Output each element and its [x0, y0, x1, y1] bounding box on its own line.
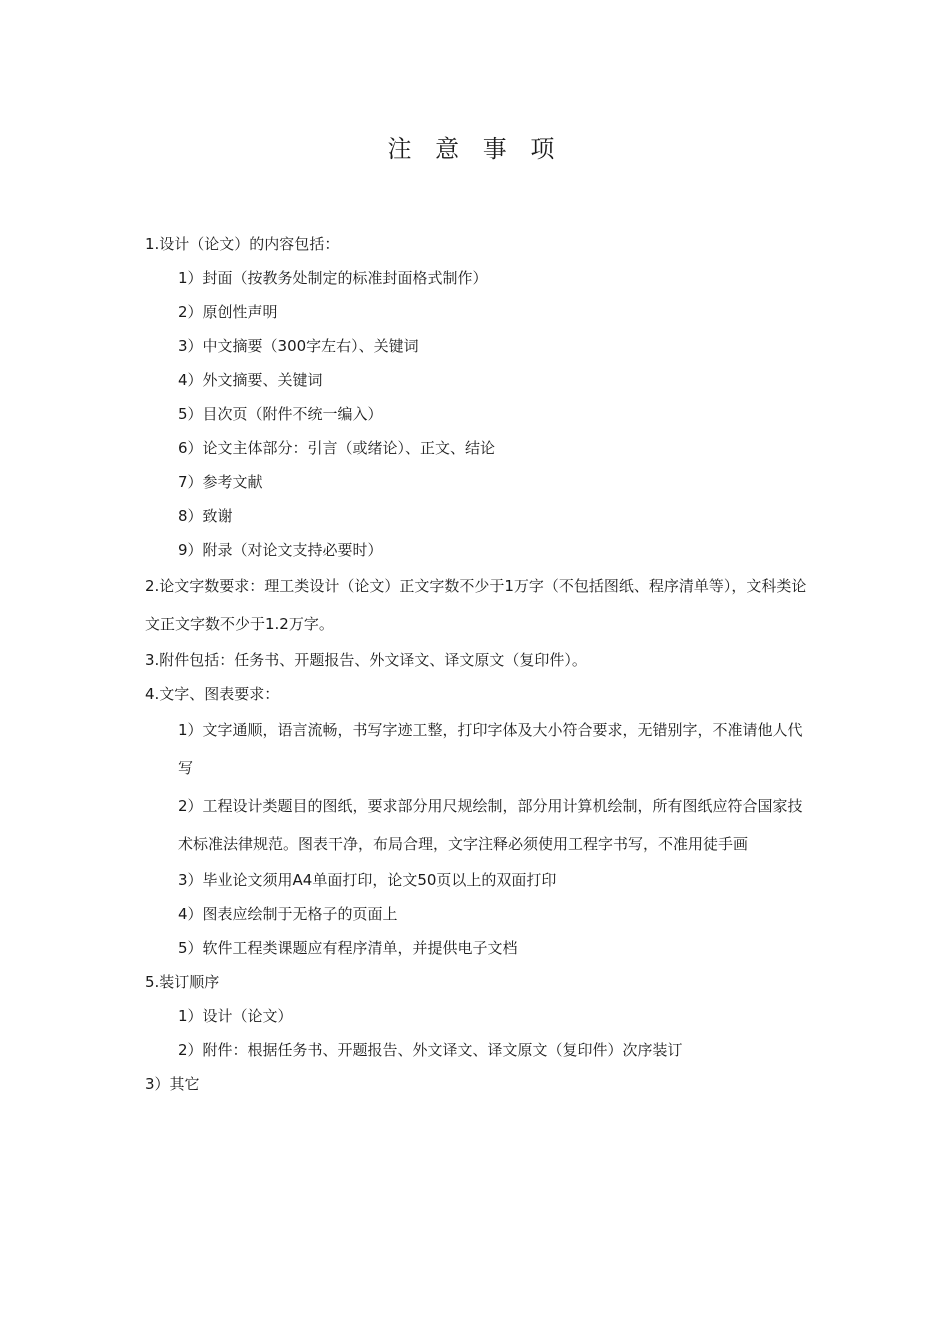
section-4-item: 2）工程设计类题目的图纸，要求部分用尺规绘制，部分用计算机绘制，所有图纸应符合国家技术标准法律规范。图表干净，布局合理，文字注释必须使用工程字书写，不准用徒手画 [178, 797, 803, 853]
section-5-item: 1）设计（论文） [178, 1007, 293, 1025]
section-1-item: 6）论文主体部分：引言（或绪论）、正文、结论 [178, 439, 496, 457]
page-title: 注 意 事 项 [387, 135, 563, 163]
section-1-item: 5）目次页（附件不统一编入） [178, 405, 383, 423]
section-1-item: 2）原创性声明 [178, 303, 278, 321]
section-2-text: 2.论文字数要求：理工类设计（论文）正文字数不少于1万字（不包括图纸、程序清单等），文科类论文正文字数不少于1.2万字。 [145, 577, 807, 633]
section-4-item: 1）文字通顺，语言流畅，书写字迹工整，打印字体及大小符合要求，无错别字，不准请他人代写 [178, 721, 803, 777]
section-1-item: 1）封面（按教务处制定的标准封面格式制作） [178, 269, 488, 287]
section-1-heading: 1.设计（论文）的内容包括： [145, 235, 340, 253]
section-4-item: 3）毕业论文须用A4单面打印，论文50页以上的双面打印 [178, 871, 557, 889]
section-4-item: 5）软件工程类课题应有程序清单，并提供电子文档 [178, 939, 518, 957]
section-4-heading: 4.文字、图表要求： [145, 685, 280, 703]
section-1-item: 3）中文摘要（300字左右）、关键词 [178, 337, 419, 355]
section-1-item: 9）附录（对论文支持必要时） [178, 541, 383, 559]
section-5-item: 2）附件：根据任务书、开题报告、外文译文、译文原文（复印件）次序装订 [178, 1041, 683, 1059]
section-1-item: 7）参考文献 [178, 473, 263, 491]
section-1-item: 8）致谢 [178, 507, 233, 525]
section-3-text: 3.附件包括：任务书、开题报告、外文译文、译文原文（复印件）。 [145, 651, 587, 669]
section-5-last-item: 3）其它 [145, 1075, 200, 1093]
section-5-heading: 5.装订顺序 [145, 973, 220, 991]
notes-body [145, 227, 810, 1101]
section-4-item: 4）图表应绘制于无格子的页面上 [178, 905, 398, 923]
section-1-item: 4）外文摘要、关键词 [178, 371, 323, 389]
